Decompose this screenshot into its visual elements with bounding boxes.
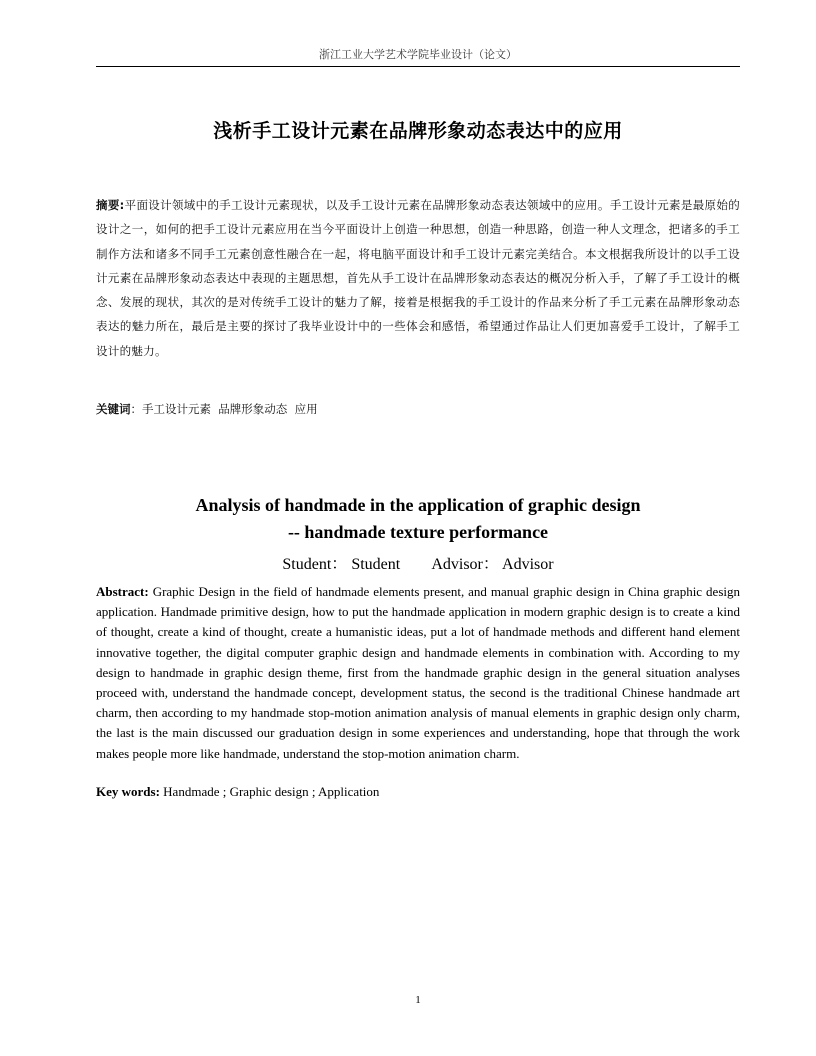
chinese-abstract-label: 摘要: bbox=[96, 198, 125, 212]
english-abstract-text: Graphic Design in the field of handmade elements present, and manual graphic design in China graphic design application. Handmade primitive design, how to put the handmade application in modern graphic design is to create a kind of thought, create a kind of thought, create a humanistic ideas, put a lot of handmade methods and different hand element innovative together, the digital computer graphic design and handmade elements in combination with. According to my design to handmade in graphic design theme, first from the handmade graphic design in the general situation analyses proceed with, understand the handmade concept, development status, the second is the traditional Chinese handmade art charm, then according to my handmade stop-motion animation analysis of manual elements in graphic design only charm, the last is the main discussed our graduation design in some experiences and understanding, hope that through the work makes people more like handmade, understand the stop-motion animation charm. bbox=[96, 584, 740, 761]
english-keywords-label: Key words: bbox=[96, 784, 160, 799]
author-line bbox=[96, 551, 740, 574]
student-label: Student： bbox=[282, 556, 348, 573]
page-number: 1 bbox=[415, 994, 421, 1006]
english-abstract bbox=[96, 582, 740, 764]
english-keywords-text: Handmade ; Graphic design ; Application bbox=[163, 784, 380, 799]
running-header: 浙江工业大学艺术学院毕业设计（论文） bbox=[319, 48, 517, 61]
english-title bbox=[96, 492, 740, 546]
chinese-keywords-separator: ： bbox=[130, 402, 142, 416]
chinese-abstract bbox=[96, 193, 740, 363]
advisor-name: Advisor bbox=[502, 556, 554, 573]
chinese-abstract-text: 平面设计领域中的手工设计元素现状，以及手工设计元素在品牌形象动态表达领域中的应用。手工设计元素是最原始的设计之一，如何的把手工设计元素应用在当今平面设计上创造一种思想，创造一种思路，创造一种人文理念，把诸多的手工制作方法和诸多不同手工元素创意性融合在一起，将电脑平面设计和手工设计元素完美结合。本文根据我所设计的以手工设计元素在品牌形象动态表达中表现的主题思想，首先从手工设计在品牌形象动态表达的概况分析入手，了解了手工设计的概念、发展的现状，其次的是对传统手工设计的魅力了解，接着是根据我的手工设计的作品来分析了手工元素在品牌形象动态表达的魅力所在，最后是主要的探讨了我毕业设计中的一些体会和感悟，希望通过作品让人们更加喜爱手工设计，了解手工设计的魅力。 bbox=[96, 198, 741, 358]
chinese-title: 浅析手工设计元素在品牌形象动态表达中的应用 bbox=[213, 120, 623, 142]
chinese-keywords-label: 关键词 bbox=[96, 402, 131, 416]
chinese-keywords bbox=[96, 401, 740, 417]
header-rule bbox=[96, 66, 740, 67]
student-name: Student bbox=[351, 556, 401, 573]
english-keywords bbox=[96, 784, 740, 800]
english-title-line1: Analysis of handmade in the application of graphic design bbox=[195, 495, 641, 515]
english-title-line2: -- handmade texture performance bbox=[287, 522, 549, 542]
english-abstract-label: Abstract: bbox=[96, 584, 149, 599]
chinese-keywords-text: 手工设计元素 品牌形象动态 应用 bbox=[142, 402, 318, 416]
advisor-label: Advisor： bbox=[431, 556, 499, 573]
